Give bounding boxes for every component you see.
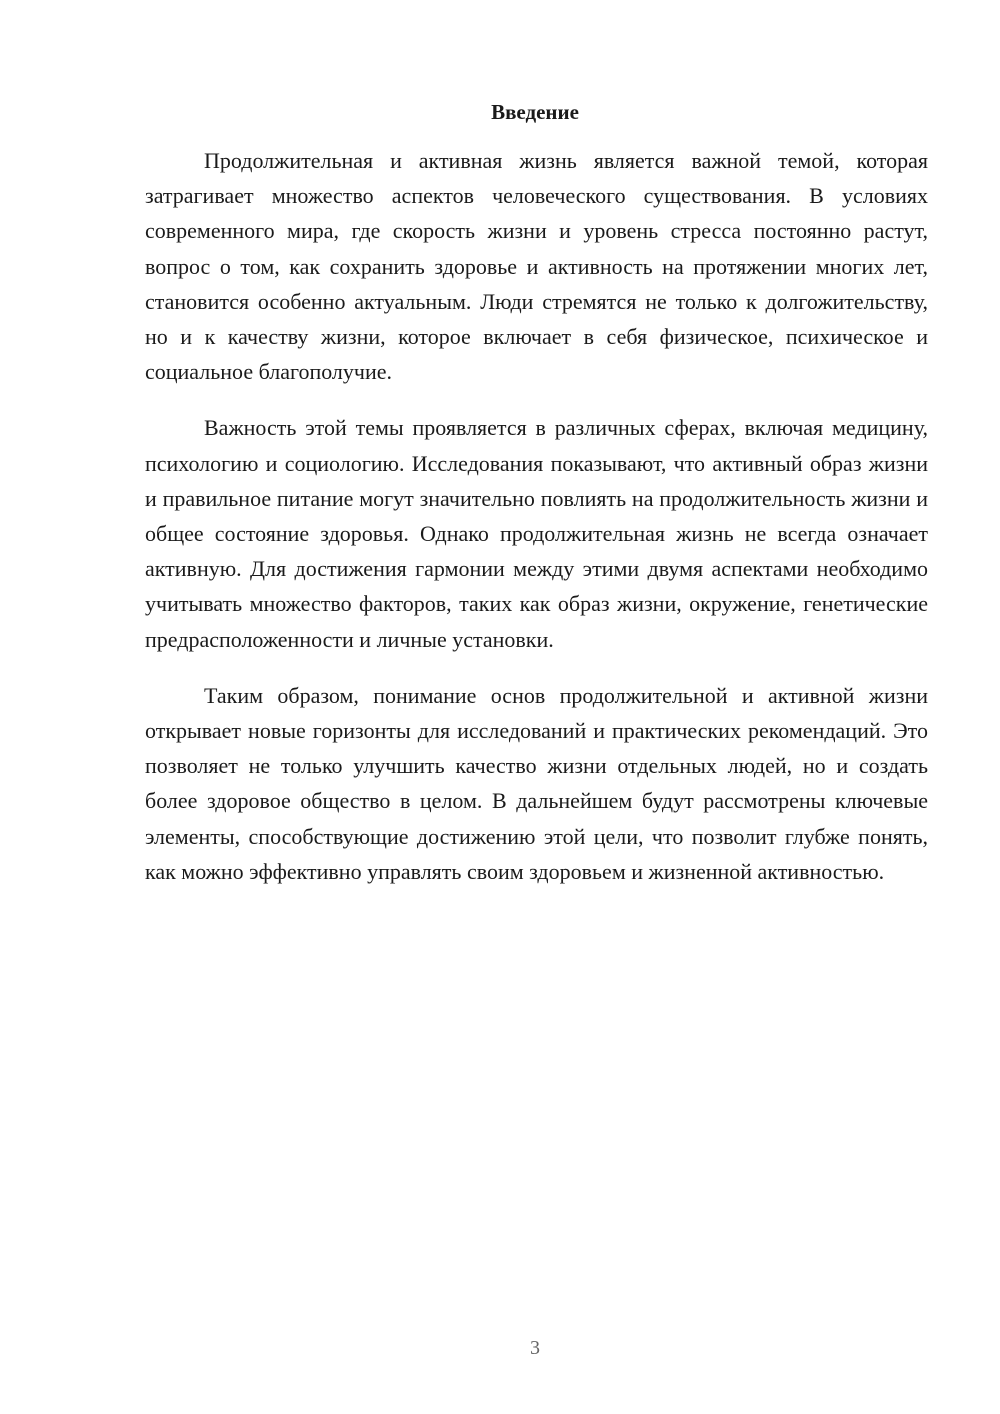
paragraph-2: Важность этой темы проявляется в различных сферах, включая медицину, психологию и социологию. Исследования показывают, что активный образ жизни и правильное питание могут значительно повлиять на продолжительность жизни и общее состояние здоровья. Однако продолжительная жизнь не всегда означает активную. Для достижения гармонии между этими двумя аспектами необходимо учитывать множество факторов, таких как образ жизни, окружение, генетические предрасположенности и личные установки. [145,415,928,652]
page-number: 3 [530,1337,540,1359]
paragraph-3: Таким образом, понимание основ продолжительной и активной жизни открывает новые горизонты для исследований и практических рекомендаций. Это позволяет не только улучшить качество жизни отдельных людей, но и создать более здоровое общество в целом. В дальнейшем будут рассмотрены ключевые элементы, способствующие достижению этой цели, что позволит глубже понять, как можно эффективно управлять своим здоровьем и жизненной активностью. [145,682,928,884]
section-heading: Введение [491,100,579,124]
paragraph-1: Продолжительная и активная жизнь является важной темой, которая затрагивает множество аспектов человеческого существования. В условиях современного мира, где скорость жизни и уровень стресса постоянно растут, вопрос о том, как сохранить здоровье и активность на протяжении многих лет, становится особенно актуальным. Люди стремятся не только к долгожительству, но и к качеству жизни, которое включает в себя физическое, психическое и социальное благополучие. [145,148,928,385]
body-text [145,143,928,910]
